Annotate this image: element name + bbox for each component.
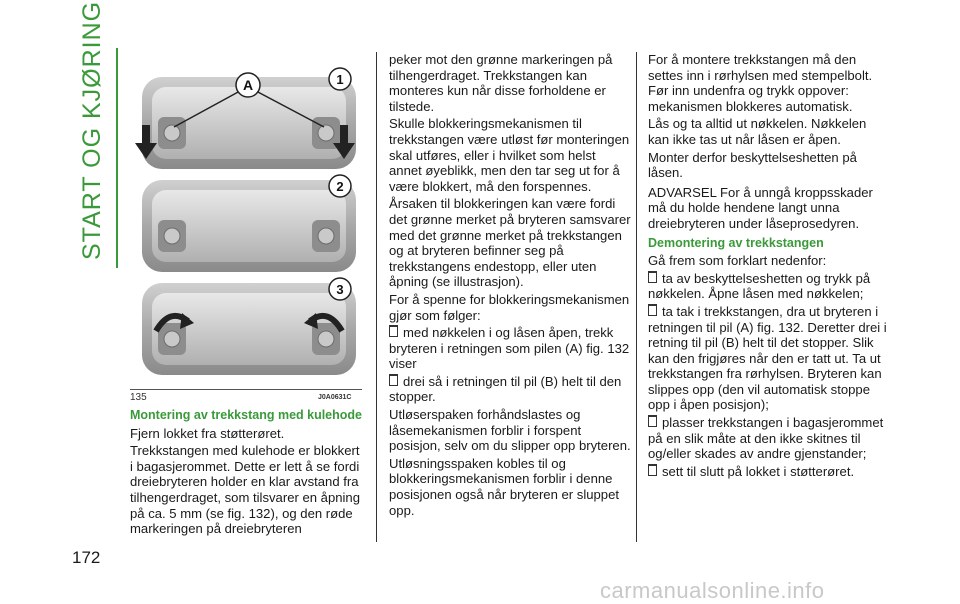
- callout-a: A: [242, 77, 254, 93]
- paragraph: Trekkstangen med kulehode er blokkert i bagasjerommet. Dette er lett å se fordi dreiebryteren holder en klar avstand fra tilhengerdraget, som tilsvarer en åpning på ca. 5 mm (se fig. 132), og den røde markeringen på dreiebryteren: [130, 443, 360, 537]
- paragraph: Utløserspaken forhåndslastes og låsemekanismen forblir i forspent posisjon, selv om du slipper opp bryteren.: [389, 407, 631, 454]
- panel-1: [135, 68, 356, 169]
- page-number: 172: [72, 548, 101, 567]
- watermark: carmanualsonline.info: [600, 578, 825, 603]
- section-title: START OG KJØRING: [78, 0, 106, 260]
- paragraph: Fjern lokket fra støtterøret.: [130, 425, 285, 441]
- column-2: [389, 52, 631, 520]
- paragraph: Lås og ta alltid ut nøkkelen. Nøkkelen kan ikke tas ut når låsen er åpen.: [648, 116, 867, 147]
- callout-1: 1: [336, 72, 344, 87]
- figure-code: J0A0631C: [318, 394, 352, 401]
- bullet-text: drei så i retningen til pil (B) helt til den stopper.: [389, 373, 622, 405]
- callout-2: 2: [336, 179, 344, 194]
- bullet-item: [389, 374, 631, 405]
- bullet-icon: [648, 306, 657, 316]
- column-3: [648, 52, 888, 481]
- bullet-text: ta tak i trekkstangen, dra ut bryteren i retningen til pil (A) fig. 132. Deretter drei i retning til pil (B) helt til det stopper. Slik kan den frigjøres når den er tatt ut. Ta ut trekkstangen fra rørhylsen. Bryteren kan slippes opp (den vil automatisk stoppe opp i åpen posisjon);: [648, 303, 887, 413]
- section-title-vertical: [78, 0, 114, 274]
- warning-paragraph: ADVARSEL For å unngå kroppsskader må du holde hendene langt unna dreiebryteren under låseprosedyren.: [648, 184, 873, 231]
- column-divider-2: [636, 52, 637, 542]
- bullet-text: plasser trekkstangen i bagasjerommet på en slik måte at den ikke skitnes til og/eller skades av andre gjenstander;: [648, 415, 884, 462]
- bullet-item: [648, 464, 888, 480]
- paragraph: peker mot den grønne markeringen på tilhengerdraget. Trekkstangen kan monteres kun når disse forholdene er tilstede.: [389, 52, 613, 114]
- paragraph: Gå frem som forklart nedenfor:: [648, 253, 827, 269]
- bullet-icon: [648, 417, 657, 427]
- section-heading-removal: Demontering av trekkstangen: [648, 235, 824, 250]
- bullet-icon: [389, 376, 398, 386]
- paragraph: Årsaken til blokkeringen kan være fordi det grønne merket på bryteren samsvarer med det grønne merket på trekkstangen og at bryteren befinner seg på trekkstangens endestopp, eller uten åpning (se illustrasjon).: [389, 196, 631, 290]
- bullet-item: [389, 325, 631, 372]
- section-heading-mounting: Montering av trekkstang med kulehode: [130, 408, 362, 422]
- figure-number: 135: [130, 392, 147, 403]
- paragraph: Monter derfor beskyttelseshetten på låsen.: [648, 149, 857, 181]
- figure-illustration: [130, 55, 362, 387]
- figure-caption-rule: [130, 389, 362, 390]
- column-divider-1: [376, 52, 377, 542]
- bullet-icon: [648, 466, 657, 476]
- bullet-icon: [389, 327, 398, 337]
- callout-3: 3: [336, 282, 344, 297]
- panel-2: [142, 175, 356, 272]
- panel-3: [142, 278, 356, 375]
- paragraph: For å spenne for blokkeringsmekanismen gjør som følger:: [389, 291, 630, 323]
- bullet-text: ta av beskyttelseshetten og trykk på nøkkelen. Åpne låsen med nøkkelen;: [648, 270, 871, 302]
- bullet-item: [648, 304, 888, 413]
- paragraph: Utløsningsspaken kobles til og blokkeringsmekanismen forblir i denne posisjonen også når bryteren er sluppet opp.: [389, 455, 620, 518]
- section-title-rule: [116, 48, 118, 268]
- bullet-text: med nøkkelen i og låsen åpen, trekk bryteren i retningen som pilen (A) fig. 132 viser: [389, 325, 630, 372]
- paragraph: Skulle blokkeringsmekanismen til trekkstangen være utløst før monteringen skal utføres, eller i hvilket som helst annet øyeblikk, men den tar seg ut for å være blokkert, må den forspennes.: [389, 116, 630, 194]
- column-1: [130, 408, 366, 539]
- bullet-item: [648, 271, 888, 302]
- bullet-text: sett til slutt på lokket i støtterøret.: [662, 463, 855, 479]
- paragraph: For å montere trekkstangen må den settes inn i rørhylsen med stempelbolt. Før inn undenfra og trykk oppover: mekanismen blokkeres automatisk.: [648, 52, 873, 114]
- bullet-item: [648, 415, 888, 462]
- bullet-icon: [648, 273, 657, 283]
